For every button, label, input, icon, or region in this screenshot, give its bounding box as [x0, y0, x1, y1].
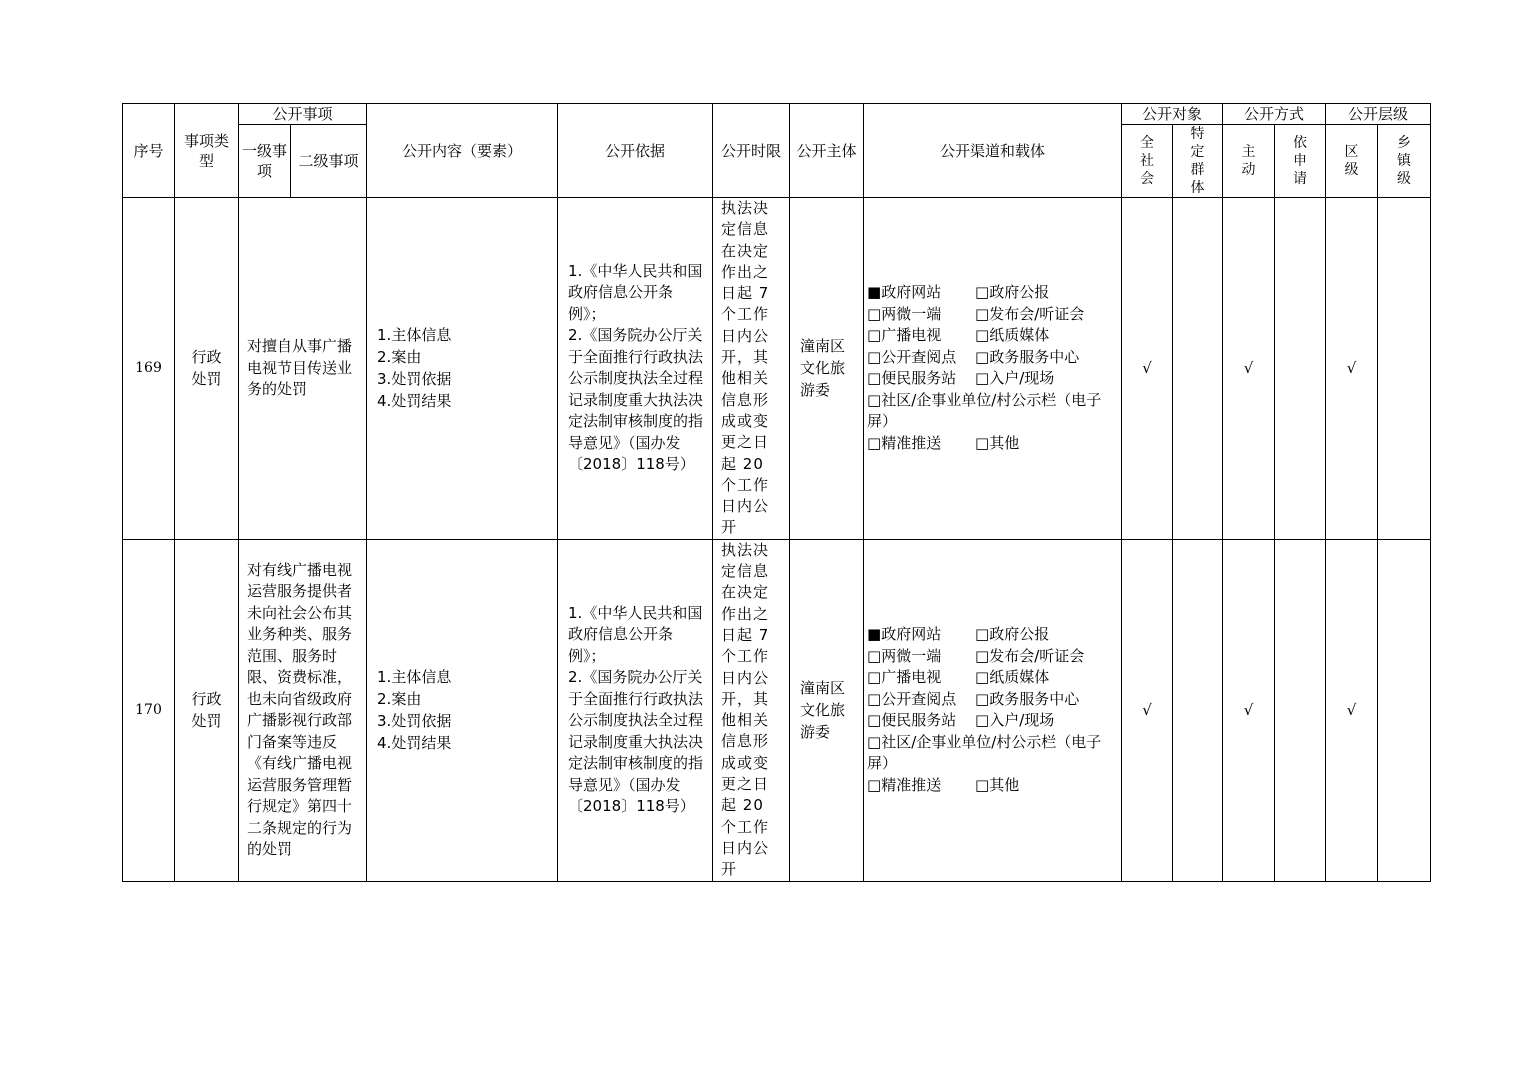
channel-option: □入户/现场 [975, 711, 1055, 730]
header-time-limit: 公开时限 [713, 104, 790, 198]
header-level-district: 区级 [1326, 125, 1378, 198]
check-method-active: √ [1223, 539, 1275, 881]
channel-option: □公开查阅点 [867, 347, 957, 366]
channel-option: □社区/企事业单位/村公示栏（电子屏） [867, 732, 1102, 773]
header-level: 公开层级 [1326, 104, 1431, 125]
check-method-active: √ [1223, 198, 1275, 540]
channel-option: □纸质媒体 [975, 668, 1050, 687]
check-target-all: √ [1122, 539, 1173, 881]
row-time-limit: 执法决定信息在决定作出之日起 7 个工作日内公开，其他相关信息形成或变更之日起 20 个工作日内公开 [713, 539, 790, 881]
row-time-limit: 执法决定信息在决定作出之日起 7 个工作日内公开，其他相关信息形成或变更之日起 20 个工作日内公开 [713, 198, 790, 540]
row-level1: 对有线广播电视运营服务提供者未向社会公布其业务种类、服务范围、服务时限、资费标准，也未向省级政府广播影视行政部门备案等违反《有线广播电视运营服务管理暂行规定》第四十二条规定的行为的处罚 [239, 539, 367, 881]
row-channels [864, 539, 1122, 881]
row-subject: 潼南区文化旅游委 [790, 198, 864, 540]
channel-option: □发布会/听证会 [975, 646, 1085, 665]
check-target-all: √ [1122, 198, 1173, 540]
channel-option: □政府公报 [975, 625, 1050, 644]
header-type: 事项类型 [175, 104, 239, 198]
content-item: 4.处罚结果 [377, 734, 452, 753]
channel-option: □精准推送 [867, 433, 942, 452]
row-seq: 169 [123, 198, 175, 540]
channel-option: ■政府网站 [867, 625, 942, 644]
channel-option: ■政府网站 [867, 283, 942, 302]
channel-option: □两微一端 [867, 304, 942, 323]
row-channels [864, 198, 1122, 540]
header-seq: 序号 [123, 104, 175, 198]
content-item: 3.处罚依据 [377, 370, 452, 389]
row-basis: 1.《中华人民共和国政府信息公开条例》； 2.《国务院办公厅关于全面推行行政执法公示制度执法全过程记录制度重大执法决定法制审核制度的指导意见》（国办发〔2018〕118号） [558, 198, 713, 540]
channel-option: □社区/企事业单位/村公示栏（电子屏） [867, 390, 1102, 431]
header-basis: 公开依据 [558, 104, 713, 198]
channel-option: □政府公报 [975, 283, 1050, 302]
row-level1: 对擅自从事广播电视节目传送业务的处罚 [239, 198, 367, 540]
check-level-town [1378, 198, 1431, 540]
channel-option: □广播电视 [867, 326, 942, 345]
header-level1: 一级事项 [239, 125, 291, 198]
table-row [123, 198, 1431, 540]
check-method-request [1275, 198, 1326, 540]
channel-option: □公开查阅点 [867, 689, 957, 708]
table-row [123, 539, 1431, 881]
row-seq: 170 [123, 539, 175, 881]
channel-option: □政务服务中心 [975, 347, 1080, 366]
header-content: 公开内容（要素） [367, 104, 558, 198]
content-item: 2.案由 [377, 348, 422, 367]
header-method-request: 依申请 [1275, 125, 1326, 198]
disclosure-table [122, 103, 1431, 882]
header-method-active: 主动 [1223, 125, 1275, 198]
content-item: 2.案由 [377, 690, 422, 709]
header-target-all: 全社会 [1122, 125, 1173, 198]
channel-option: □发布会/听证会 [975, 304, 1085, 323]
row-subject: 潼南区文化旅游委 [790, 539, 864, 881]
channel-option: □政务服务中心 [975, 689, 1080, 708]
row-content [367, 539, 558, 881]
channel-option: □两微一端 [867, 646, 942, 665]
content-item: 1.主体信息 [377, 326, 452, 345]
row-type: 行政处罚 [175, 539, 239, 881]
header-channels: 公开渠道和载体 [864, 104, 1122, 198]
channel-option: □便民服务站 [867, 369, 957, 388]
header-target: 公开对象 [1122, 104, 1223, 125]
row-content [367, 198, 558, 540]
channel-option: □纸质媒体 [975, 326, 1050, 345]
header-subject: 公开主体 [790, 104, 864, 198]
header-public-items: 公开事项 [239, 104, 367, 125]
header-level2: 二级事项 [291, 125, 367, 198]
check-level-town [1378, 539, 1431, 881]
channel-option: □入户/现场 [975, 369, 1055, 388]
content-item: 3.处罚依据 [377, 712, 452, 731]
channel-option: □精准推送 [867, 775, 942, 794]
row-basis: 1.《中华人民共和国政府信息公开条例》； 2.《国务院办公厅关于全面推行行政执法公示制度执法全过程记录制度重大执法决定法制审核制度的指导意见》（国办发〔2018〕118号） [558, 539, 713, 881]
channel-option: □其他 [975, 775, 1020, 794]
row-type: 行政处罚 [175, 198, 239, 540]
header-level-town: 乡镇级 [1378, 125, 1431, 198]
content-item: 1.主体信息 [377, 668, 452, 687]
check-target-specific [1173, 198, 1223, 540]
channel-option: □广播电视 [867, 668, 942, 687]
channel-option: □便民服务站 [867, 711, 957, 730]
check-level-district: √ [1326, 539, 1378, 881]
content-item: 4.处罚结果 [377, 392, 452, 411]
channel-option: □其他 [975, 433, 1020, 452]
header-method: 公开方式 [1223, 104, 1326, 125]
header-target-specific: 特定群体 [1173, 125, 1223, 198]
check-method-request [1275, 539, 1326, 881]
check-level-district: √ [1326, 198, 1378, 540]
check-target-specific [1173, 539, 1223, 881]
